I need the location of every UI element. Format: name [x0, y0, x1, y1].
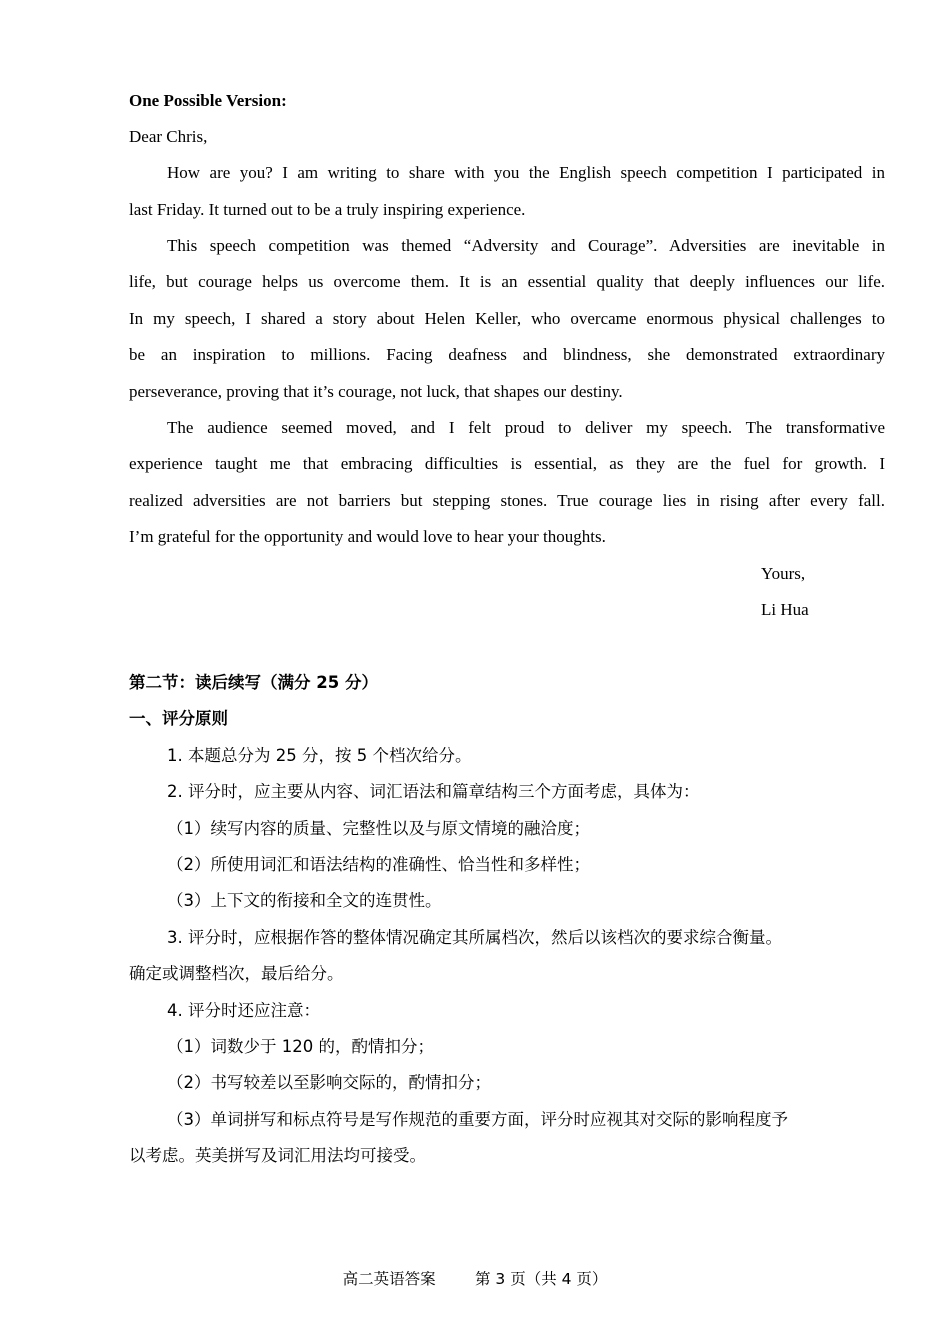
- rule-item-2: 2. 评分时，应主要从内容、词汇语法和篇章结构三个方面考虑，具体为：: [167, 782, 700, 801]
- section-title: 第二节：读后续写（满分 25 分）: [129, 673, 378, 692]
- essay-heading: One Possible Version:: [129, 91, 287, 110]
- essay-paragraph-2-line: be an inspiration to millions. Facing deafness and blindness, she demonstrated extraordinary: [129, 345, 885, 364]
- rule-item-3-line: 确定或调整档次，最后给分。: [129, 964, 344, 983]
- footer-page-info: 第 3 页（共 4 页）: [475, 1270, 608, 1288]
- essay-paragraph-2-line: life, but courage helps us overcome them. It is an essential quality that deeply influences our life.: [129, 272, 885, 291]
- essay-paragraph-3-line: experience taught me that embracing difficulties is essential, as they are the fuel for growth. I: [129, 454, 885, 473]
- essay-paragraph-2-line: In my speech, I shared a story about Helen Keller, who overcame enormous physical challenges to: [129, 309, 885, 328]
- essay-paragraph-2-line: perseverance, proving that it’s courage, not luck, that shapes our destiny.: [129, 382, 623, 401]
- rule-item-2-sub: （3）上下文的衔接和全文的连贯性。: [167, 891, 442, 910]
- principles-heading: 一、评分原则: [129, 709, 228, 728]
- rule-item-4-sub: （1）词数少于 120 的，酌情扣分；: [167, 1037, 434, 1056]
- essay-paragraph-2-line: This speech competition was themed “Adversity and Courage”. Adversities are inevitable in: [167, 236, 885, 255]
- rule-item-2-sub: （1）续写内容的质量、完整性以及与原文情境的融洽度；: [167, 819, 590, 838]
- rule-item-3-line: 3. 评分时，应根据作答的整体情况确定其所属档次，然后以该档次的要求综合衡量。: [167, 928, 782, 947]
- essay-paragraph-3-line: I’m grateful for the opportunity and would love to hear your thoughts.: [129, 527, 606, 546]
- essay-signature: Li Hua: [761, 600, 809, 619]
- essay-paragraph-1-line: How are you? I am writing to share with you the English speech competition I participated in: [167, 163, 885, 182]
- essay-paragraph-3-line: realized adversities are not barriers but stepping stones. True courage lies in rising after every fall.: [129, 491, 885, 510]
- page-footer: [0, 1267, 950, 1289]
- essay-paragraph-1-line: last Friday. It turned out to be a truly inspiring experience.: [129, 200, 526, 219]
- essay-paragraph-3-line: The audience seemed moved, and I felt proud to deliver my speech. The transformative: [167, 418, 885, 437]
- rule-item-4-sub: （2）书写较差以至影响交际的，酌情扣分；: [167, 1073, 491, 1092]
- rule-item-4-sub: 以考虑。英美拼写及词汇用法均可接受。: [129, 1146, 426, 1165]
- rule-item-1: 1. 本题总分为 25 分，按 5 个档次给分。: [167, 746, 472, 765]
- rule-item-4-sub: （3）单词拼写和标点符号是写作规范的重要方面，评分时应视其对交际的影响程度予: [167, 1110, 788, 1129]
- rule-item-2-sub: （2）所使用词汇和语法结构的准确性、恰当性和多样性；: [167, 855, 590, 874]
- footer-doc-title: 高二英语答案: [342, 1270, 436, 1288]
- essay-salutation: Dear Chris,: [129, 127, 208, 146]
- essay-closing: Yours,: [761, 564, 806, 583]
- rule-item-4: 4. 评分时还应注意：: [167, 1001, 320, 1020]
